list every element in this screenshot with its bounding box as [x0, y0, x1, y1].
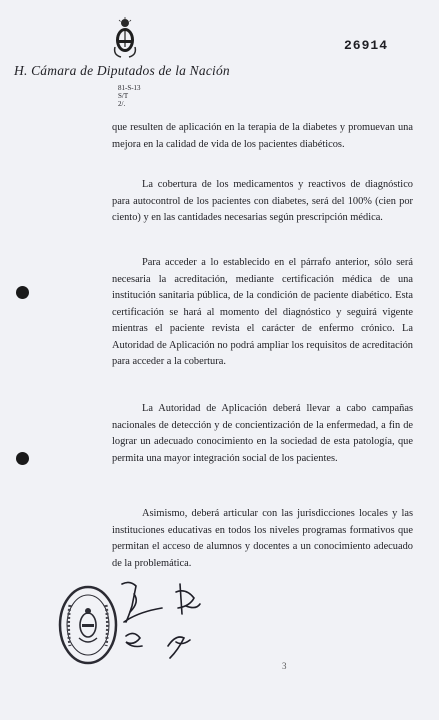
coat-of-arms-icon: [111, 17, 139, 59]
punch-hole-icon: [16, 286, 29, 299]
reference-block: [118, 84, 141, 108]
punch-hole-icon: [16, 452, 29, 465]
body-paragraph: que resulten de aplicación en la terapia de la diabetes y promuevan una mejora en la calidad de vida de los pacientes diabéticos.: [112, 122, 413, 150]
body-paragraph: Asimismo, deberá articular con las jurisdicciones locales y las instituciones educativas en todos los niveles programas formativos que permitan el acceso de alumnos y docentes a un conocimiento adecuado de la problemática.: [112, 508, 413, 569]
document-number: 26914: [344, 38, 389, 53]
page-number: 3: [282, 661, 287, 671]
body-paragraph: La cobertura de los medicamentos y reactivos de diagnóstico para autocontrol de los pacientes con diabetes, será del 100% (cien por ciento) y en las cantidades necesarias según prescripción médica.: [112, 179, 413, 224]
official-seal-icon: [55, 580, 121, 670]
reference-line: S/T: [118, 92, 129, 100]
body-paragraph: Para acceder a lo establecido en el párrafo anterior, sólo será necesaria la acreditación, mediante certificación médica de una institución sanitaria pública, de la condición de paciente diabético. Esta certificación se hará al momento del diagnóstico y seguirá vigente mientras el paciente revista el carácter de enfermo crónico. La Autoridad de Aplicación no podrá ampliar los requisitos de acreditación para acceder a la cobertura.: [112, 257, 413, 368]
body-paragraph: La Autoridad de Aplicación deberá llevar a cabo campañas nacionales de detección y de concientización de la enfermedad, a fin de lograr un adecuado conocimiento en la sociedad de esta patología, que permita una mayor integración social de los pacientes.: [112, 403, 413, 464]
reference-line: 2/.: [118, 100, 126, 108]
chamber-name: H. Cámara de Diputados de la Nación: [14, 63, 230, 78]
reference-line: 81-S-13: [118, 84, 141, 92]
signature-icon: [120, 576, 230, 666]
